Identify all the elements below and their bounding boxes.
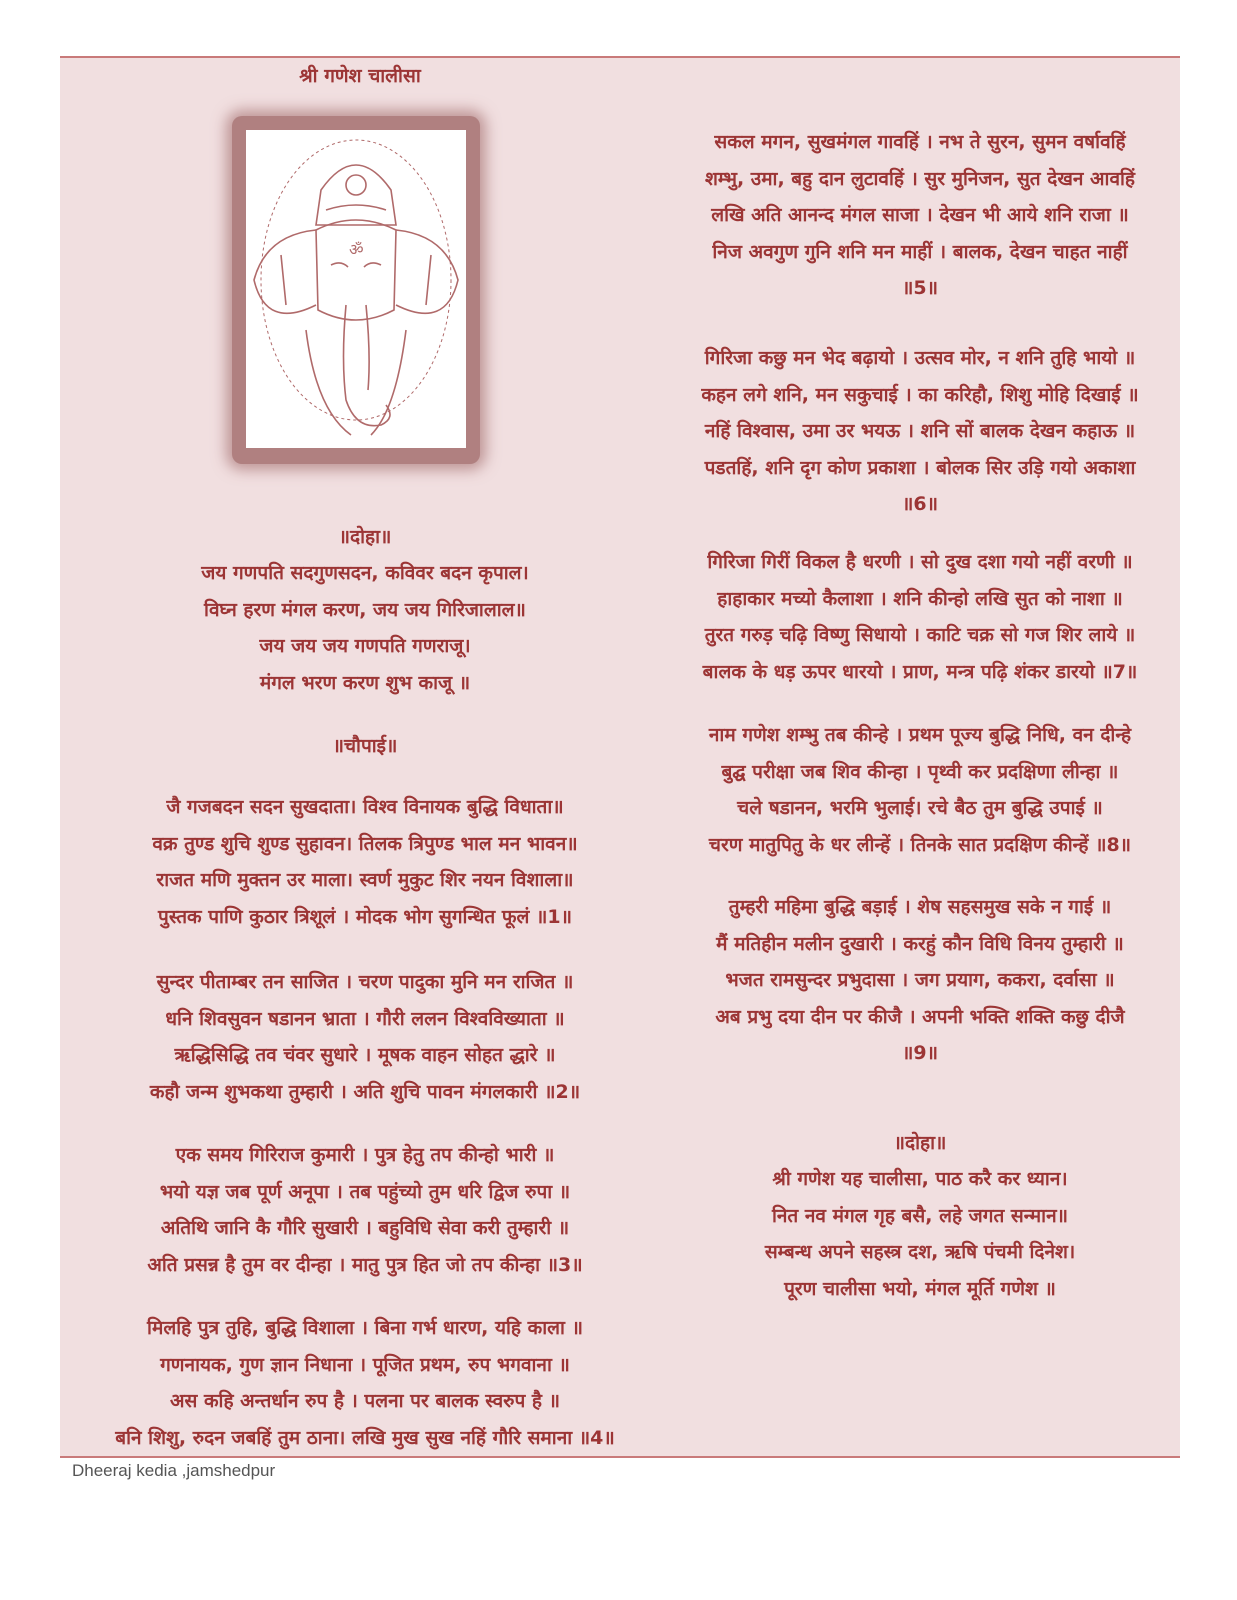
- verse-line: पडतहिं, शनि दृग कोण प्रकाशा । बोलक सिर उड़ि गयो अकाशा: [704, 456, 1136, 479]
- verse-line: शम्भु, उमा, बहु दान लुटावहिं । सुर मुनिजन, सुत देखन आवहिं: [704, 167, 1136, 190]
- opening-doha: [60, 555, 670, 701]
- verse-line: बुद्घ परीक्षा जब शिव कीन्हा । पृथ्वी कर प्रदक्षिणा लीन्हा ॥: [721, 760, 1119, 783]
- doha-heading-right: ॥दोहा॥: [893, 1132, 947, 1154]
- verse-line: मिलहि पुत्र तुहि, बुद्धि विशाला । बिना गर्भ धारण, यहि काला ॥: [147, 1317, 583, 1339]
- doha-heading-left: ॥दोहा॥: [338, 526, 392, 548]
- verse-line: चले षडानन, भरमि भुलाई। रचे बैठ तुम बुद्धि उपाई ॥: [737, 797, 1103, 819]
- verse-line: नहिं विश्वास, उमा उर भयऊ । शनि सों बालक देखन कहाऊ ॥: [704, 420, 1136, 442]
- closing-doha: [620, 1161, 1220, 1307]
- chaupai-stanza-7: [620, 544, 1220, 690]
- bottom-rule: [60, 1456, 1180, 1458]
- verse-line: वक्र तुण्ड शुचि शुण्ड सुहावन। तिलक त्रिपुण्ड भाल मन भावन॥: [152, 832, 578, 855]
- verse-line: नाम गणेश शम्भु तब कीन्हे । प्रथम पूज्य बुद्धि निधि, वन दीन्हे: [708, 724, 1132, 746]
- chaupai-stanza-4: [60, 1310, 670, 1456]
- verse-line: निज अवगुण गुनि शनि मन माहीं । बालक, देखन चाहत नाहीं: [712, 240, 1128, 263]
- ganesh-illustration-icon: [246, 130, 466, 448]
- verse-line: गिरिजा कछु मन भेद बढ़ायो । उत्सव मोर, न शनि तुहि भायो ॥: [704, 347, 1136, 369]
- verse-line: कहन लगे शनि, मन सकुचाई । का करिहौ, शिशु मोहि दिखाई ॥: [701, 383, 1139, 406]
- svg-text:ॐ: ॐ: [349, 240, 364, 259]
- chaupai-stanza-2: [60, 964, 670, 1110]
- verse-number: ॥9॥: [902, 1042, 938, 1064]
- verse-line: भयो यज्ञ जब पूर्ण अनूपा । तब पहुंच्यो तुम धरि द्विज रुपा ॥: [159, 1180, 571, 1203]
- verse-line: मैं मतिहीन मलीन दुखारी । करहुं कौन विधि विनय तुम्हारी ॥: [716, 932, 1124, 955]
- verse-line: मंगल भरण करण शुभ काजू ॥: [259, 671, 471, 694]
- verse-line: चरण मातुपितु के धर लीन्हें । तिनके सात प्रदक्षिण कीन्हें ॥8॥: [708, 833, 1132, 856]
- verse-line: गिरिजा गिरीं विकल है धरणी । सो दुख दशा गयो नहीं वरणी ॥: [707, 551, 1133, 573]
- verse-line: श्री गणेश यह चालीसा, पाठ करै कर ध्यान।: [772, 1168, 1068, 1190]
- verse-number: ॥6॥: [902, 493, 938, 515]
- chaupai-stanza-9: [620, 889, 1220, 1072]
- chaupai-stanza-8: [620, 717, 1220, 863]
- verse-line: तुम्हरी महिमा बुद्धि बड़ाई । शेष सहसमुख सके न गाई ॥: [728, 896, 1112, 918]
- verse-line: एक समय गिरिराज कुमारी । पुत्र हेतु तप कीन्हो भारी ॥: [175, 1144, 555, 1166]
- verse-line: बालक के धड़ ऊपर धारयो । प्राण, मन्त्र पढ़ि शंकर डारयो ॥7॥: [702, 660, 1138, 683]
- verse-line: राजत मणि मुक्तन उर माला। स्वर्ण मुकुट शिर नयन विशाला॥: [156, 869, 574, 891]
- verse-line: पुस्तक पाणि कुठार त्रिशूलं । मोदक भोग सुगन्धित फूलं ॥1॥: [158, 905, 572, 928]
- verse-line: धनि शिवसुवन षडानन भ्राता । गौरी ललन विश्वविख्याता ॥: [165, 1007, 565, 1030]
- verse-line: अति प्रसन्न है तुम वर दीन्हा । मातु पुत्र हित जो तप कीन्हा ॥3॥: [147, 1253, 583, 1276]
- verse-line: विघ्न हरण मंगल करण, जय जय गिरिजालाल॥: [204, 598, 526, 621]
- verse-line: गणनायक, गुण ज्ञान निधाना । पूजित प्रथम, रुप भगवाना ॥: [160, 1353, 570, 1376]
- chaupai-heading: ॥चौपाई॥: [332, 735, 398, 757]
- verse-line: जै गजबदन सदन सुखदाता। विश्व विनायक बुद्धि विधाता॥: [166, 796, 564, 818]
- author-footer: Dheeraj kedia ,jamshedpur: [72, 1461, 276, 1480]
- verse-line: बनि शिशु, रुदन जबहिं तुम ठाना। लखि मुख सुख नहिं गौरि समाना ॥4॥: [115, 1426, 615, 1449]
- chaupai-stanza-5: [620, 124, 1220, 307]
- verse-number: ॥5॥: [902, 277, 938, 299]
- verse-line: ऋद्धिसिद्धि तव चंवर सुधारे । मूषक वाहन सोहत द्धारे ॥: [174, 1044, 556, 1066]
- chaupai-stanza-6: [620, 340, 1220, 523]
- page-title: श्री गणेश चालीसा: [299, 65, 421, 87]
- verse-line: कहौ जन्म शुभकथा तुम्हारी । अति शुचि पावन मंगलकारी ॥2॥: [149, 1080, 581, 1103]
- chaupai-stanza-1: [60, 789, 670, 935]
- verse-line: नित नव मंगल गृह बसै, लहे जगत सन्मान॥: [771, 1204, 1069, 1227]
- verse-line: लखि अति आनन्द मंगल साजा । देखन भी आये शनि राजा ॥: [711, 204, 1129, 226]
- verse-line: अस कहि अन्तर्धान रुप है । पलना पर बालक स्वरुप है ॥: [169, 1390, 561, 1412]
- verse-line: तुरत गरुड़ चढ़ि विष्णु सिधायो । काटि चक्र सो गज शिर लाये ॥: [704, 624, 1136, 646]
- verse-line: सुन्दर पीताम्बर तन साजित । चरण पादुका मुनि मन राजित ॥: [156, 971, 574, 993]
- chaupai-stanza-3: [60, 1137, 670, 1283]
- verse-line: अब प्रभु दया दीन पर कीजै । अपनी भक्ति शक्ति कछु दीजै: [715, 1005, 1125, 1028]
- ganesh-image-frame: [232, 116, 480, 464]
- verse-line: पूरण चालीसा भयो, मंगल मूर्ति गणेश ॥: [784, 1277, 1056, 1300]
- verse-line: हाहाकार मच्यो कैलाशा । शनि कीन्हो लखि सुत को नाशा ॥: [717, 587, 1123, 610]
- verse-line: अतिथि जानि कै गौरि सुखारी । बहुविधि सेवा करी तुम्हारी ॥: [160, 1217, 570, 1239]
- verse-line: सम्बन्ध अपने सहस्त्र दश, ऋषि पंचमी दिनेश।: [764, 1241, 1076, 1263]
- verse-line: जय जय जय गणपति गणराजू।: [259, 635, 471, 657]
- verse-line: जय गणपति सदगुणसदन, कविवर बदन कृपाल।: [201, 562, 529, 584]
- verse-line: भजत रामसुन्दर प्रभुदासा । जग प्रयाग, ककरा, दर्वासा ॥: [725, 969, 1115, 991]
- verse-line: सकल मगन, सुखमंगल गावहिं । नभ ते सुरन, सुमन वर्षावहिं: [714, 131, 1126, 153]
